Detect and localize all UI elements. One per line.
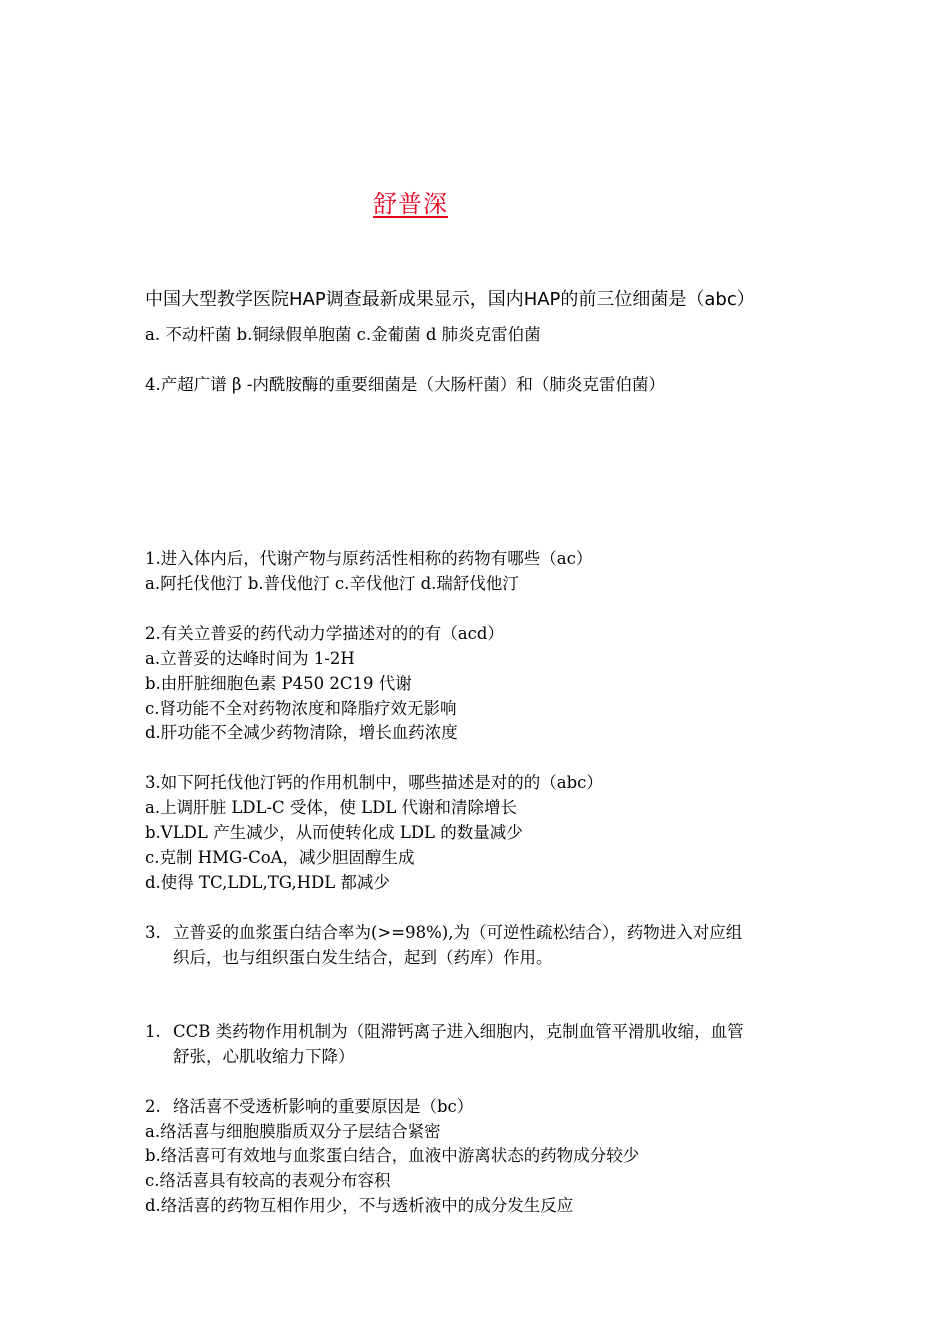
norvasc-question: 络活喜不受透析影响的重要原因是（bc） — [173, 1097, 474, 1116]
statin-q1: 1.进入体内后，代谢产物与原药活性相称的药物有哪些（ac） — [145, 549, 593, 568]
lipitor-q2-option-b: b.由肝脏细胞色素 P450 2C19 代谢 — [145, 674, 412, 693]
hap-question: 中国大型教学医院HAP调查最新成果显示，国内HAP的前三位细菌是（abc） — [145, 289, 755, 310]
norvasc-option-c: c.络活喜具有较高的表观分布容积 — [145, 1171, 391, 1190]
lipitor-q2-option-c: c.肾功能不全对药物浓度和降脂疗效无影响 — [145, 699, 457, 718]
document-title: 舒普深 — [373, 190, 448, 218]
norvasc-option-b: b.络活喜可有效地与血浆蛋白结合，血液中游离状态的药物成分较少 — [145, 1146, 640, 1165]
protein-binding-line2: 织后，也与组织蛋白发生结合，起到（药库）作用。 — [173, 948, 553, 967]
atorvastatin-q3-option-c: c.克制 HMG-CoA，减少胆固醇生成 — [145, 848, 415, 867]
protein-binding-line1: 立普妥的血浆蛋白结合率为(>=98%),为（可逆性疏松结合），药物进入对应组 — [173, 923, 743, 942]
ccb-line2: 舒张，心肌收缩力下降） — [173, 1047, 355, 1066]
protein-binding-number: 3. — [145, 923, 161, 942]
lipitor-q2-option-d: d.肝功能不全减少药物清除，增长血药浓度 — [145, 723, 458, 742]
ccb-number: 1. — [145, 1022, 161, 1041]
atorvastatin-q3-option-b: b.VLDL 产生减少，从而使转化成 LDL 的数量减少 — [145, 823, 523, 842]
atorvastatin-q3-option-a: a.上调肝脏 LDL-C 受体，使 LDL 代谢和清除增长 — [145, 798, 518, 817]
norvasc-option-d: d.络活喜的药物互相作用少，不与透析液中的成分发生反应 — [145, 1196, 574, 1215]
norvasc-number: 2. — [145, 1097, 161, 1116]
ccb-line1: CCB 类药物作用机制为（阻滞钙离子进入细胞内，克制血管平滑肌收缩，血管 — [173, 1022, 744, 1041]
atorvastatin-q3: 3.如下阿托伐他汀钙的作用机制中，哪些描述是对的的（abc） — [145, 773, 603, 792]
esbl-question: 4.产超广谱 β -内酰胺酶的重要细菌是（大肠杆菌）和（肺炎克雷伯菌） — [145, 375, 665, 394]
lipitor-q2: 2.有关立普妥的药代动力学描述对的的有（acd） — [145, 624, 504, 643]
hap-options: a. 不动杆菌 b.铜绿假单胞菌 c.金葡菌 d 肺炎克雷伯菌 — [145, 325, 541, 344]
statin-q1-options: a.阿托伐他汀 b.普伐他汀 c.辛伐他汀 d.瑞舒伐他汀 — [145, 574, 519, 593]
lipitor-q2-option-a: a.立普妥的达峰时间为 1-2H — [145, 649, 355, 668]
norvasc-option-a: a.络活喜与细胞膜脂质双分子层结合紧密 — [145, 1122, 441, 1141]
atorvastatin-q3-option-d: d.使得 TC,LDL,TG,HDL 都减少 — [145, 873, 390, 892]
